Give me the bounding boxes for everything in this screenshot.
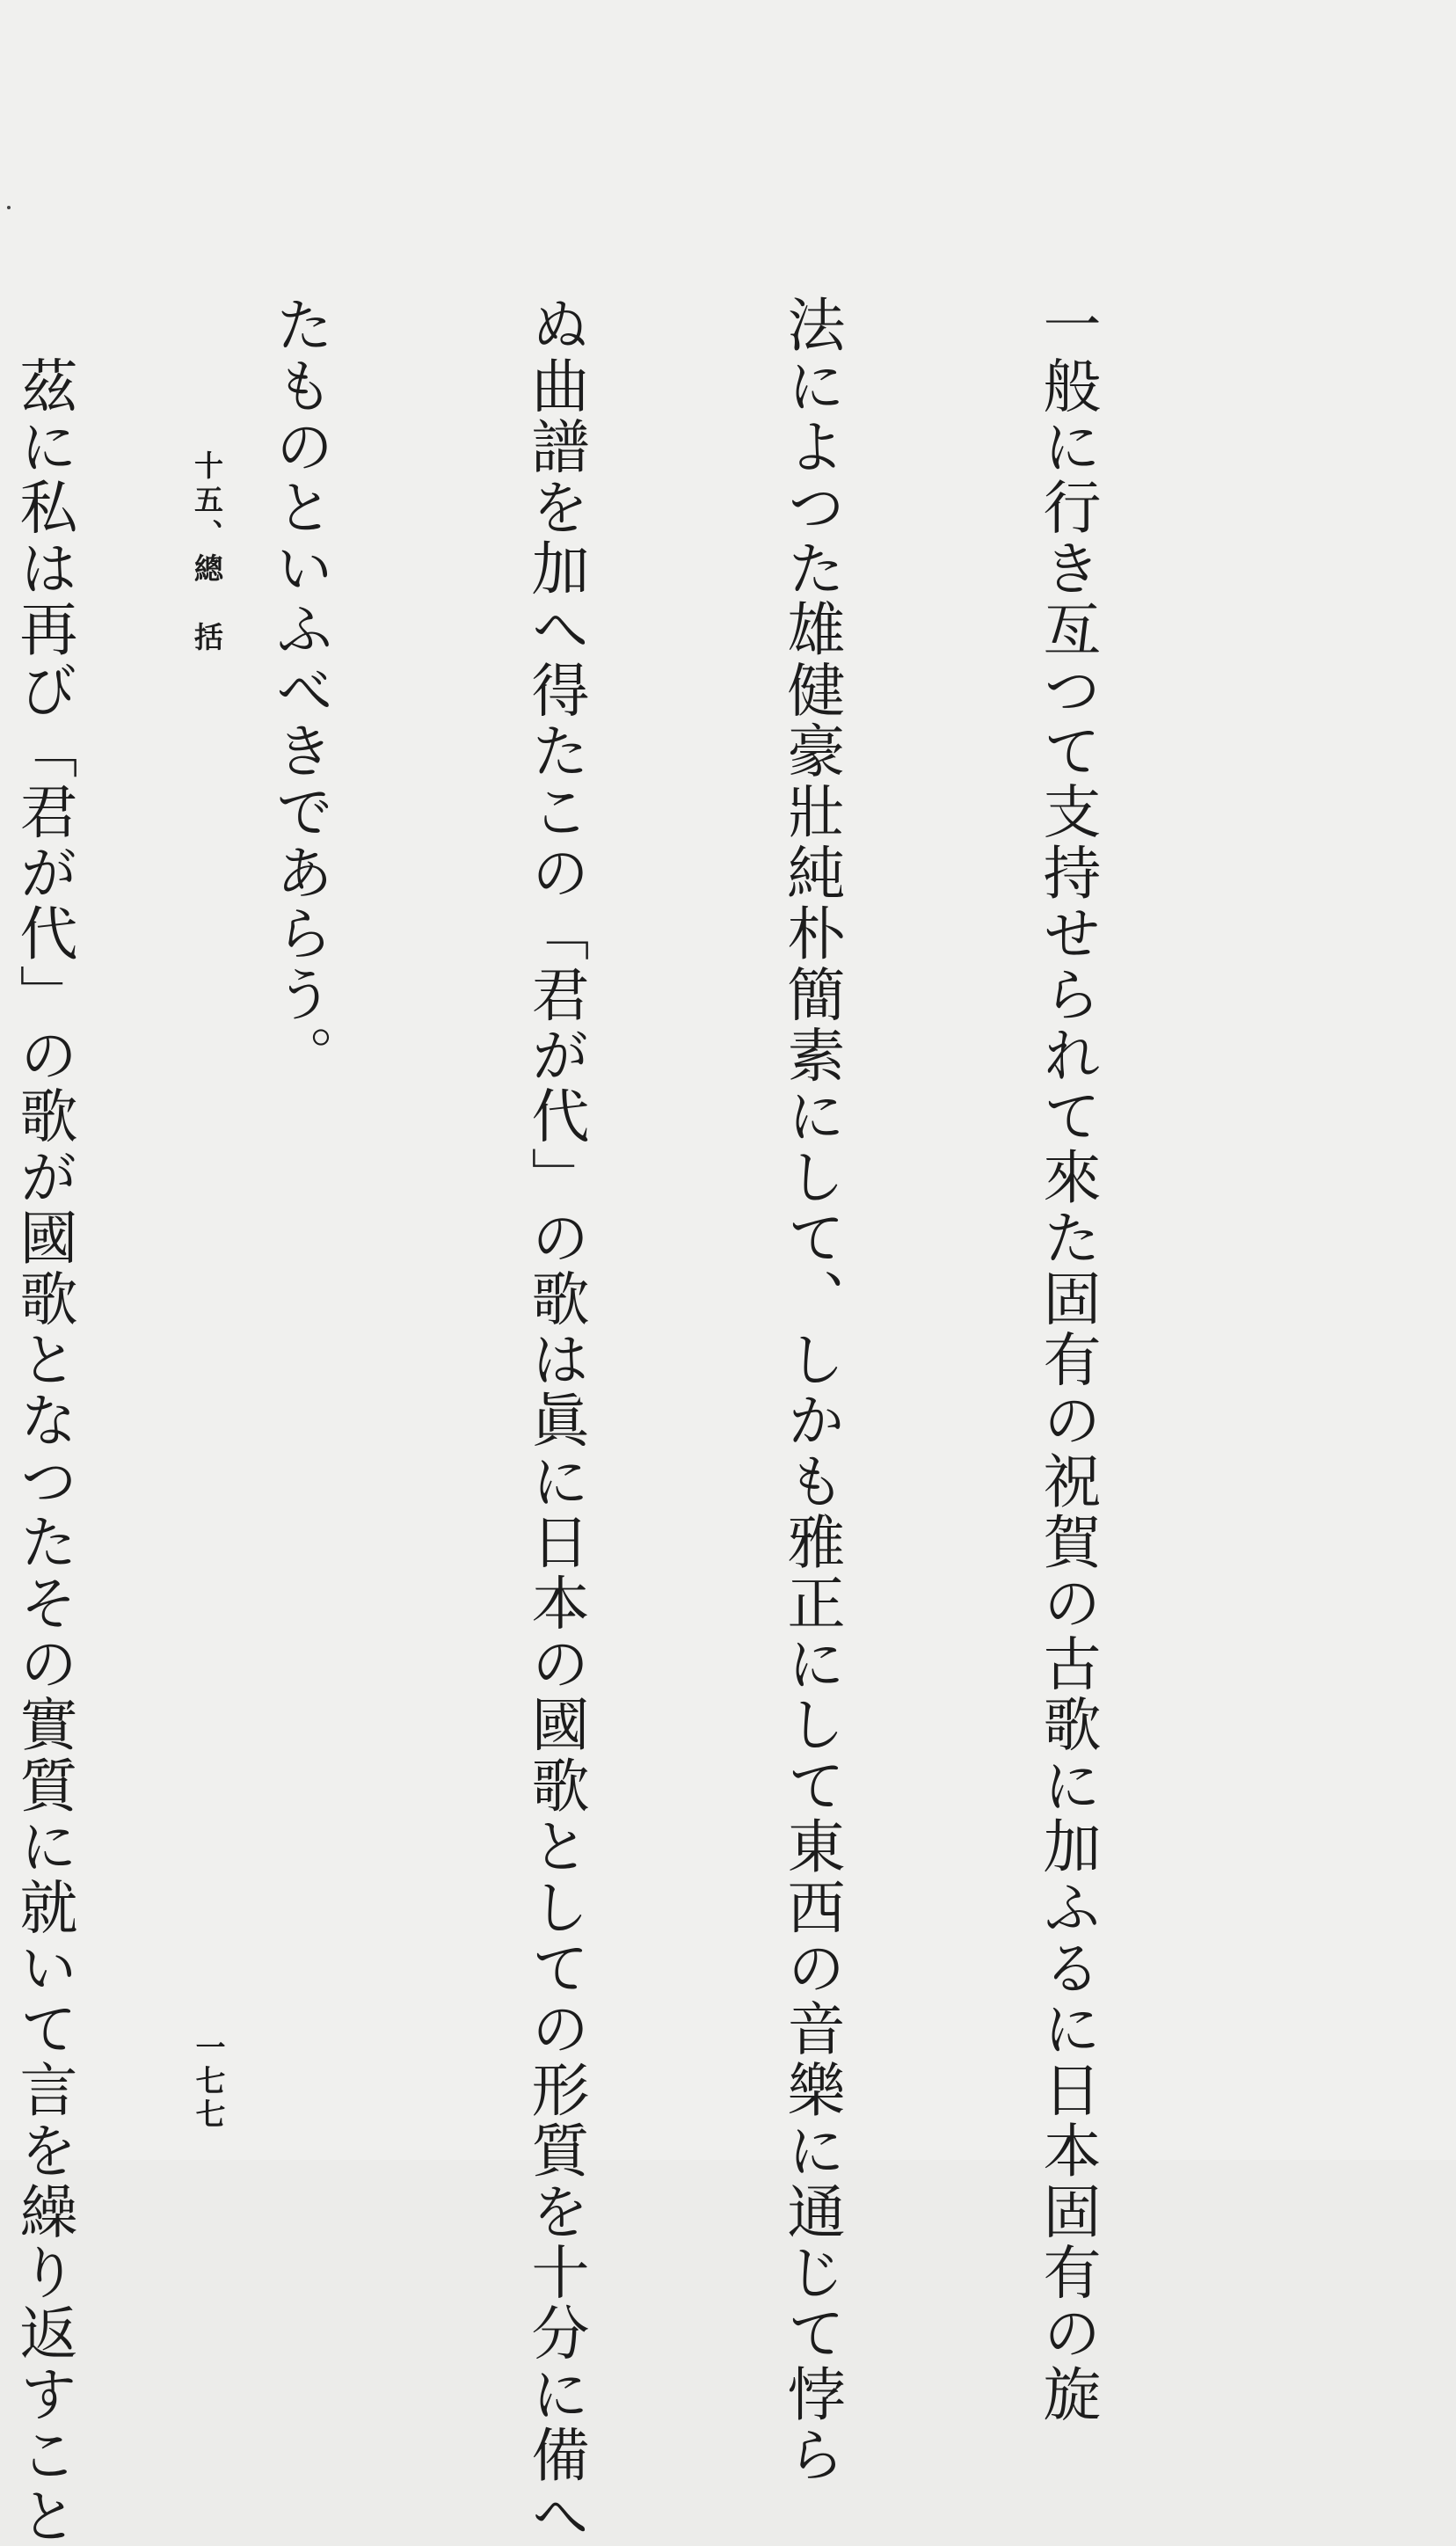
- text-column: 法によつた雄健豪壯純朴簡素にして、しかも雅正にして東西の音樂に通じて悖ら: [777, 295, 845, 2486]
- margin-mark: [7, 206, 11, 209]
- text-column: 茲に私は再び「君が代」の歌が國歌となつたその實質に就いて言を繰り返すこと: [10, 295, 77, 2546]
- running-header: 十五、總 括: [190, 450, 224, 656]
- text-column: 一般に行き亙つて支持せられて來た固有の祝賀の古歌に加ふるに日本固有の旋: [1033, 295, 1101, 2425]
- page-number: 一七七: [190, 2032, 225, 2132]
- text-column: たものといふべきであらう。: [266, 295, 333, 1086]
- text-column: ぬ曲譜を加へ得たこの「君が代」の歌は眞に日本の國歌としての形質を十分に備へ: [521, 295, 589, 2546]
